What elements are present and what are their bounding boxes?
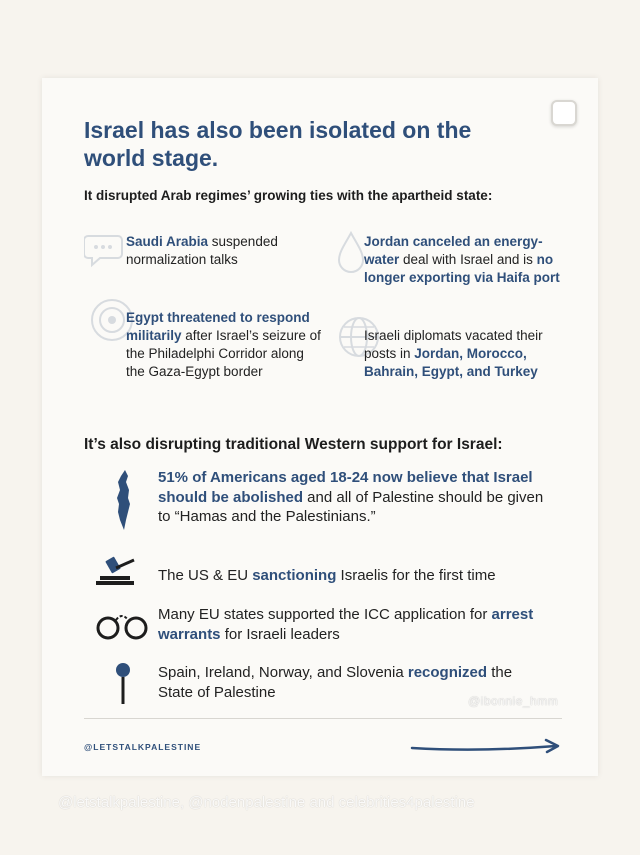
body-text: after Israel’s seizure of the Philadelphi Corridor along the Gaza-Egypt border: [126, 328, 321, 379]
body-text: Spain, Ireland, Norway, and Slovenia: [158, 664, 408, 681]
highlight-text: Egypt threatened to respond militarily: [126, 310, 310, 343]
arab-section-heading: It disrupted Arab regimes’ growing ties with the apartheid state:: [84, 188, 493, 203]
highlight-text: recognized: [407, 664, 488, 681]
body-text: The US & EU: [158, 567, 253, 584]
water-drop-icon: [336, 230, 366, 274]
arab-item-jordan: [364, 233, 564, 287]
palestine-map-icon: [112, 468, 134, 534]
watermark-handle: @ibonnie_hmm: [468, 694, 559, 708]
highlight-text: 51% of Americans aged 18-24 now believe that Israel should be abolished: [158, 469, 533, 506]
arab-item-saudi: [126, 233, 326, 269]
image-caption: @letstalkpalestine, @nodenpalestine and celebrities4palestine: [58, 794, 475, 811]
brand-handle: @LETSTALKPALESTINE: [84, 742, 202, 752]
arab-item-egypt: [126, 309, 326, 381]
body-text: the State of Palestine: [158, 664, 513, 701]
western-item-americans: [158, 468, 548, 527]
highlight-text: Saudi Arabia: [126, 234, 209, 249]
divider: [84, 718, 562, 719]
arab-item-diplomats: [364, 327, 564, 381]
infographic-card: [42, 78, 598, 776]
gavel-icon: [94, 556, 144, 586]
body-text: and all of Palestine should be given to “Hamas and the Palestinians.”: [158, 488, 544, 525]
headline: Israel has also been isolated on the world stage.: [84, 117, 472, 171]
western-section-heading: It’s also disrupting traditional Western support for Israel:: [84, 436, 503, 453]
highlight-text: arrest warrants: [158, 606, 534, 643]
highlight-text: no longer exporting via Haifa port: [364, 252, 560, 285]
highlight-text: sanctioning: [252, 567, 337, 584]
body-text: suspended normalization talks: [126, 234, 278, 267]
body-text: Many EU states supported the ICC application for: [158, 606, 492, 623]
select-checkbox[interactable]: [551, 100, 577, 126]
speech-bubble-icon: [84, 232, 130, 272]
body-text: deal with Israel and is: [399, 252, 537, 267]
highlight-text: Jordan canceled an energy-water: [364, 234, 543, 267]
handcuffs-icon: [96, 608, 148, 642]
body-text: Israelis for the first time: [336, 567, 496, 584]
western-item-icc: [158, 605, 548, 644]
western-item-sanctions: [158, 566, 548, 586]
body-text: Israeli diplomats vacated their posts in: [364, 328, 543, 361]
body-text: for Israeli leaders: [220, 625, 340, 643]
highlight-text: Jordan, Morocco, Bahrain, Egypt, and Turkey: [364, 346, 538, 379]
swipe-arrow-icon[interactable]: [410, 736, 562, 756]
pin-icon: [114, 662, 132, 706]
